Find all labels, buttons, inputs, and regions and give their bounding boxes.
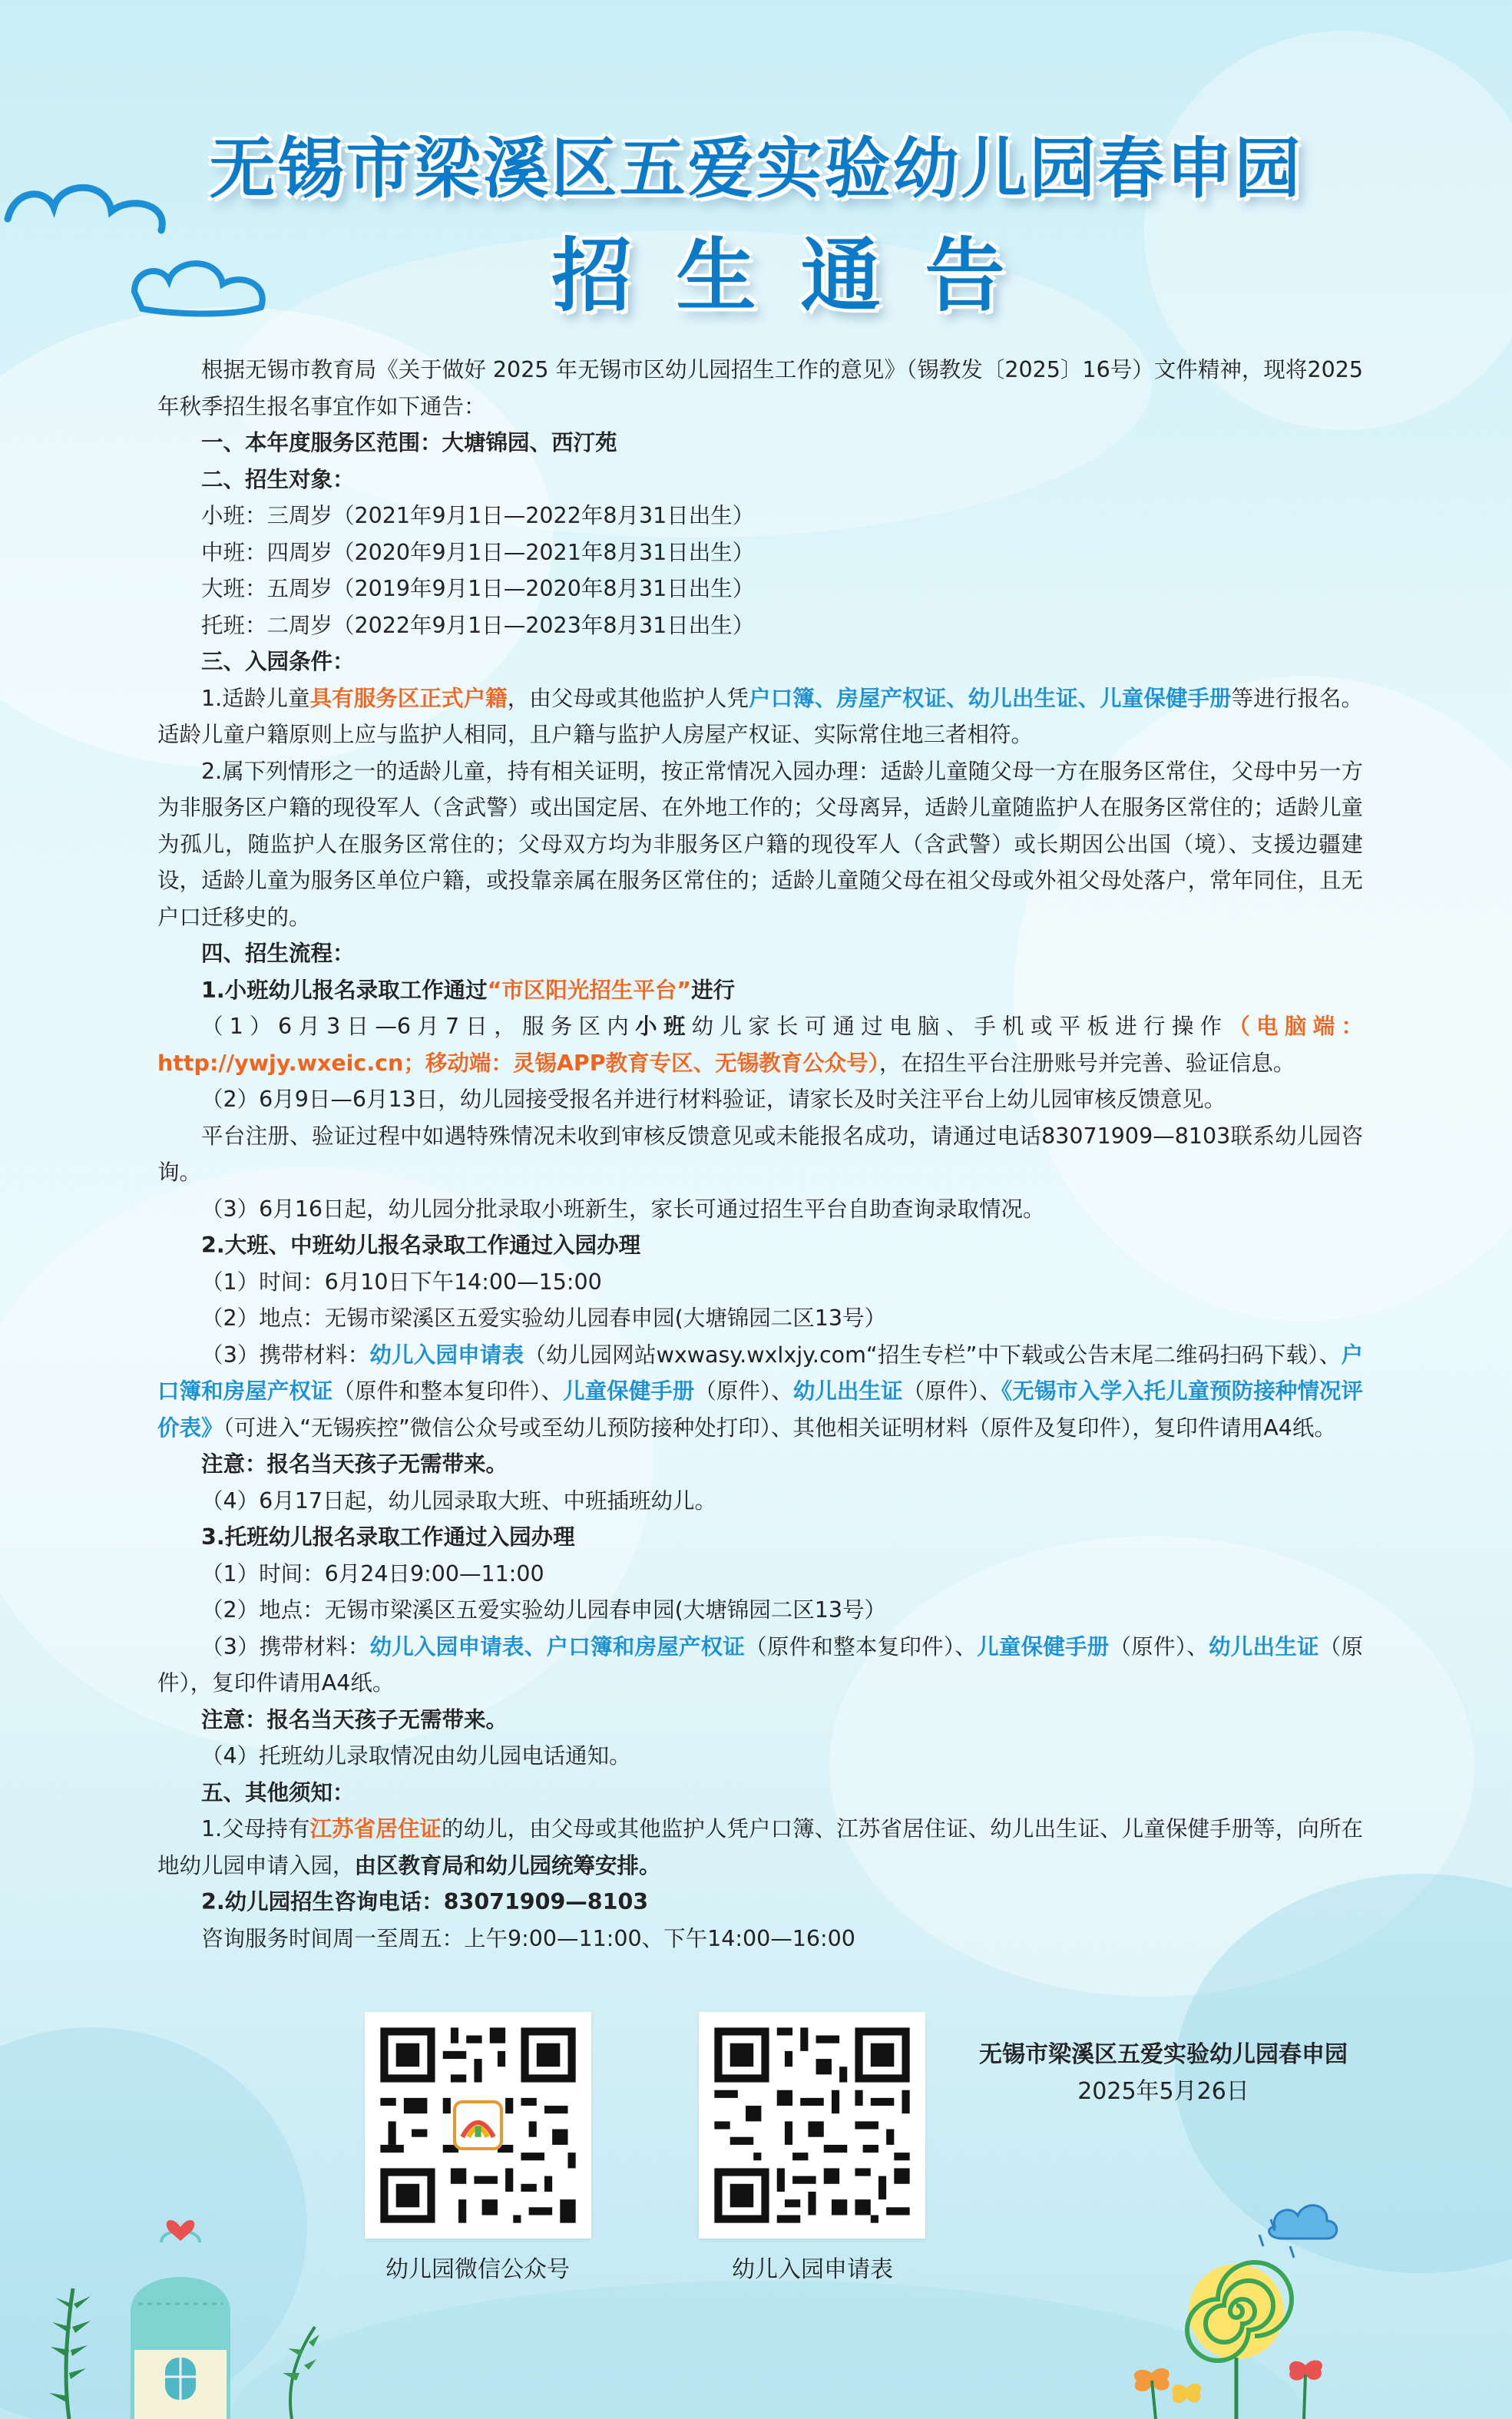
process-3-step-1: （1）时间：6月24日9:00—11:00 [201, 1560, 544, 1587]
process-2-step-1: （1）时间：6月10日下午14:00—15:00 [201, 1269, 602, 1295]
intro-paragraph: 根据无锡市教育局《关于做好 2025 年无锡市区幼儿园招生工作的意见》（锡教发〔2025〕16号）文件精神，现将2025年秋季招生报名事宜作如下通告： [157, 357, 1363, 419]
qr-code-icon [365, 2012, 591, 2239]
process-2-step-2: （2）地点：无锡市梁溪区五爱实验幼儿园春申园(大塘锦园二区13号） [201, 1305, 887, 1331]
process-1-step-2: （2）6月9日—6月13日，幼儿园接受报名并进行材料验证，请家长及时关注平台上幼儿园审核反馈意见。 [201, 1087, 1226, 1112]
section-5-heading: 五、其他须知： [201, 1779, 355, 1805]
process-3-step-2: （2）地点：无锡市梁溪区五爱实验幼儿园春申园(大塘锦园二区13号） [201, 1597, 887, 1623]
page-title: 无锡市梁溪区五爱实验幼儿园春申园 [209, 131, 1303, 207]
process-1-step-3: （3）6月16日起，幼儿园分批录取小班新生，家长可通过招生平台自助查询录取情况。 [201, 1196, 1045, 1222]
service-hours: 咨询服务时间周一至周五：上午9:00—11:00、下午14:00—16:00 [201, 1925, 855, 1951]
condition-2: 2.属下列情形之一的适龄儿童，持有相关证明，按正常情况入园办理：适龄儿童随父母一方在服务区常住，父母中另一方为非服务区户籍的现役军人（含武警）或出国定居、在外地工作的；父母离异，适龄儿童随监护人在服务区常住的；适龄儿童为孤儿，随监护人在服务区常住的；父母双方均为非服务区户籍的现役军人（含武警）或长期因公出国（境）、支援边疆建设，适龄儿童为服务区单位户籍，或投靠亲属在服务区常住的；适龄儿童随父母在祖父母或外祖父母处落户，常年同住，且无户口迁移史的。 [157, 758, 1363, 930]
qr-code-icon [699, 2012, 925, 2239]
class-item: 大班：五周岁（2019年9月1日—2020年8月31日出生） [201, 576, 755, 601]
process-2-heading: 2.大班、中班幼儿报名录取工作通过入园办理 [201, 1233, 641, 1258]
section-2-heading: 二、招生对象： [201, 466, 355, 492]
process-3-note: 注意：报名当天孩子无需带来。 [201, 1706, 508, 1732]
process-1-step-1: （1）6月3日—6月7日，服务区内小班幼儿家长可通过电脑、手机或平板进行操作（电脑端：http://ywjy.wxeic.cn；移动端：灵锡APP教育专区、无锡教育公众号），在招生平台注册账号并完善、验证信息。 [157, 1014, 1363, 1076]
process-2-step-3: （3）携带材料：幼儿入园申请表（幼儿园网站wxwasy.wxlxjy.com“招生专栏”中下载或公告末尾二维码扫码下载）、户口簿和房屋产权证（原件和整本复印件）、儿童保健手册（原件）、幼儿出生证（原件）、《无锡市入学入托儿童预防接种情况评价表》（可进入“无锡疾控”微信公众号或至幼儿预防接种处打印）、其他相关证明材料（原件及复印件），复印件请用A4纸。 [157, 1342, 1363, 1441]
qr2-caption: 幼儿入园申请表 [732, 2256, 893, 2283]
application-form-qr-code[interactable] [699, 2012, 925, 2239]
condition-1: 1.适龄儿童具有服务区正式户籍，由父母或其他监护人凭户口簿、房屋产权证、幼儿出生证、儿童保健手册等进行报名。适龄儿童户籍原则上应与监护人相同，且户籍与监护人房屋产权证、实际常住地三者相符。 [157, 685, 1363, 747]
section-4-heading: 四、招生流程： [201, 941, 355, 966]
process-3-step-4: （4）托班幼儿录取情况由幼儿园电话通知。 [201, 1743, 631, 1769]
process-1-note: 平台注册、验证过程中如遇特殊情况未收到审核反馈意见或未能报名成功，请通过电话83071909—8103联系幼儿园咨询。 [157, 1123, 1363, 1185]
notice-body [157, 352, 1363, 1957]
wechat-qr-code[interactable] [365, 2012, 591, 2239]
other-2-phone: 2.幼儿园招生咨询电话：83071909—8103 [201, 1889, 649, 1914]
rain-cloud-icon [1259, 2206, 1337, 2258]
page-subtitle: 招生通告 [551, 229, 1050, 323]
process-1-heading: 1.小班幼儿报名录取工作通过“市区阳光招生平台”进行 [201, 977, 736, 1003]
process-3-heading: 3.托班幼儿报名录取工作通过入园办理 [201, 1524, 575, 1550]
section-3-heading: 三、入园条件： [201, 649, 355, 674]
class-item: 托班：二周岁（2022年9月1日—2023年8月31日出生） [201, 612, 755, 638]
signature-date: 2025年5月26日 [1077, 2078, 1249, 2105]
spiral-flower-icon [1098, 2173, 1375, 2419]
cactus-house-icon [46, 2196, 323, 2419]
process-2-note: 注意：报名当天孩子无需带来。 [201, 1451, 508, 1477]
class-item: 中班：四周岁（2020年9月1日—2021年8月31日出生） [201, 539, 755, 565]
other-1: 1.父母持有江苏省居住证的幼儿，由父母或其他监护人凭户口簿、江苏省居住证、幼儿出生证、儿童保健手册等，向所在地幼儿园申请入园，由区教育局和幼儿园统筹安排。 [157, 1816, 1363, 1878]
process-3-step-3: （3）携带材料：幼儿入园申请表、户口簿和房屋产权证（原件和整本复印件）、儿童保健手册（原件）、幼儿出生证（原件），复印件请用A4纸。 [157, 1633, 1363, 1696]
process-2-step-4: （4）6月17日起，幼儿园录取大班、中班插班幼儿。 [201, 1487, 717, 1514]
qr1-caption: 幼儿园微信公众号 [385, 2256, 570, 2283]
class-item: 小班：三周岁（2021年9月1日—2022年8月31日出生） [201, 503, 755, 528]
section-1-heading: 一、本年度服务区范围：大塘锦园、西汀苑 [201, 430, 617, 455]
signature-organization: 无锡市梁溪区五爱实验幼儿园春申园 [979, 2041, 1348, 2068]
